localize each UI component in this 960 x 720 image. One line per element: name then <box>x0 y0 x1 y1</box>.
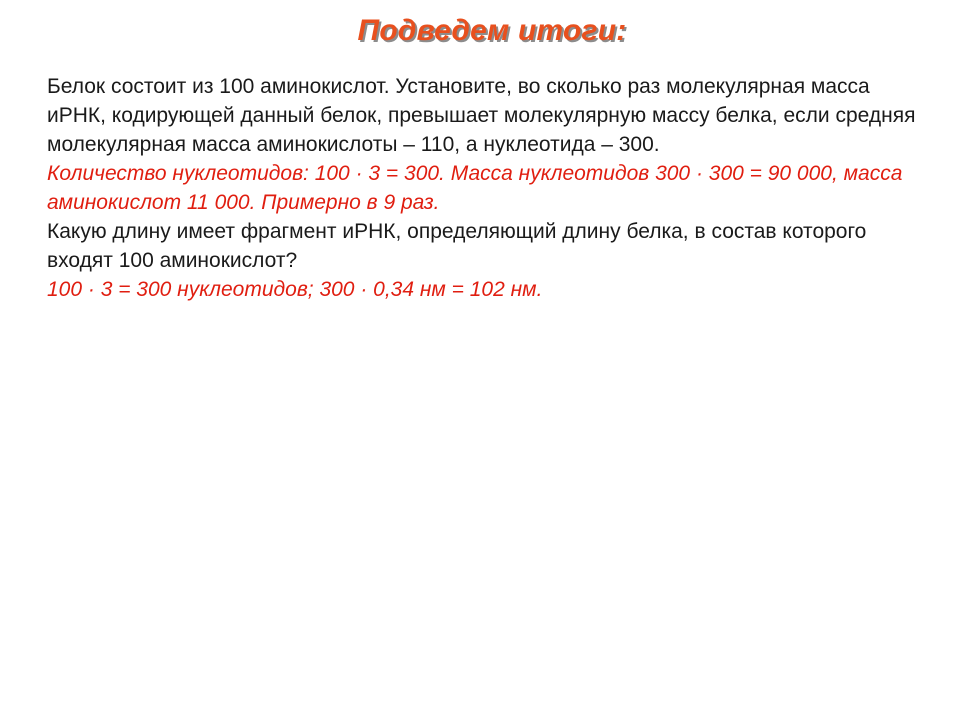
slide-title: Подведем итоги: <box>357 14 627 47</box>
answer-1-text: Количество нуклеотидов: 100 · 3 = 300. Масса нуклеотидов 300 · 300 = 90 000, масса аминокислот 11 000. Примерно в 9 раз. <box>47 162 903 214</box>
answer-2-text: 100 · 3 = 300 нуклеотидов; 300 · 0,34 нм = 102 нм. <box>47 278 543 301</box>
slide-body <box>47 72 927 304</box>
question-1-text: Белок состоит из 100 аминокислот. Установите, во сколько раз молекулярная масса иРНК, кодирующей данный белок, превышает молекулярную массу белка, если средняя молекулярная масса аминокислоты – 110, а нуклеотида – 300. <box>47 75 916 156</box>
question-2-text: Какую длину имеет фрагмент иРНК, определяющий длину белка, в состав которого входят 100 аминокислот? <box>47 220 867 272</box>
